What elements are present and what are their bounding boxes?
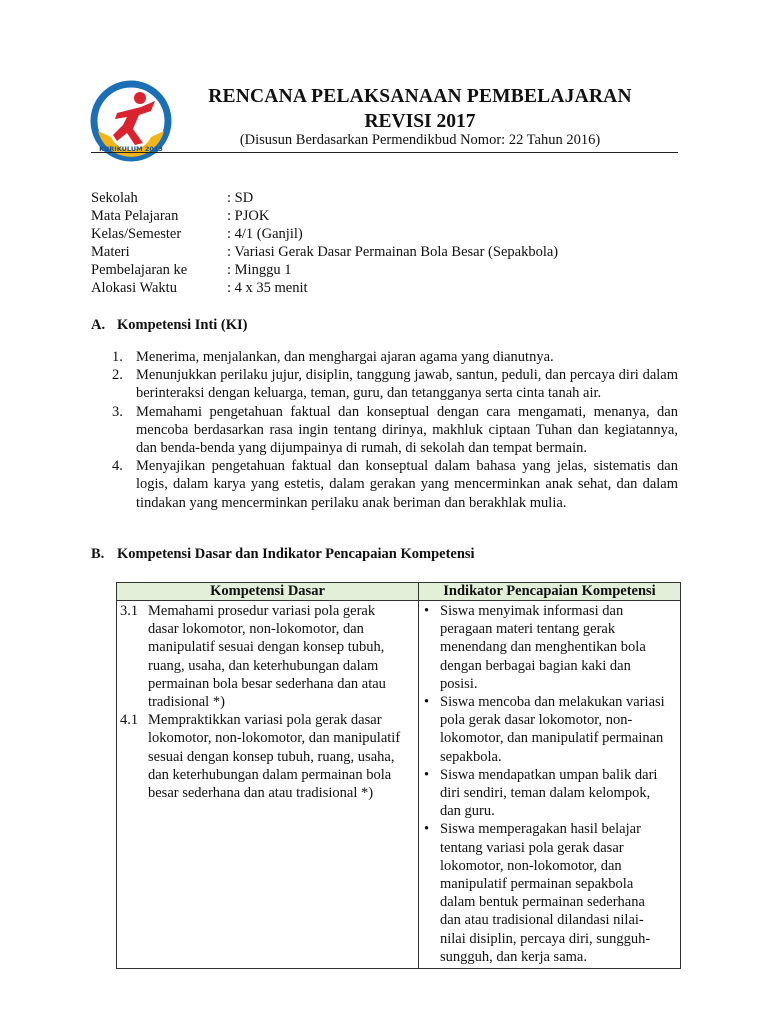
info-value: : Minggu 1 [227, 262, 292, 278]
item-text [136, 403, 678, 458]
info-value: : 4/1 (Ganjil) [227, 226, 303, 242]
document-revision: REVISI 2017 [364, 111, 476, 132]
text-line: Mempraktikkan variasi pola gerak dasar [148, 712, 382, 729]
kd-text [148, 711, 400, 802]
kd-number: 3.1 [120, 603, 139, 619]
text-line: peragaan materi tentang gerak [440, 621, 616, 638]
text-line: permainan bola besar sederhana dan atau [148, 675, 386, 692]
section-a-heading [91, 316, 248, 334]
item-text [136, 457, 678, 512]
item-text [136, 366, 678, 402]
kd-number: 4.1 [120, 712, 139, 729]
text-line: Menunjukkan perilaku jujur, disiplin, tanggung jawab, santun, peduli, dan percaya diri [136, 367, 639, 384]
text-line: logis, dalam karya yang estetis, dalam gerakan yang mencerminkan anak sehat, dan [136, 476, 638, 493]
text-line: sepakbola. [440, 748, 502, 765]
identity-info [91, 189, 558, 297]
indicator-item [422, 766, 678, 821]
info-label: Mata Pelajaran [91, 208, 179, 224]
document-title: RENCANA PELAKSANAAN PEMBELAJARAN [208, 86, 632, 107]
info-row-pembelajaran [91, 261, 558, 279]
text-line: kegiatannya, dan benda-benda yang dijumpainya di rumah, di sekolah dan tempat [136, 421, 678, 457]
text-line: dan guru. [440, 803, 495, 820]
list-item [112, 403, 678, 458]
kurikulum-2013-logo [89, 79, 173, 163]
indicator-text [440, 820, 650, 966]
text-line: mencoba berdasarkan rasa ingin tentang dirinya, makhluk ciptaan Tuhan dan [136, 421, 599, 438]
item-number: 2. [112, 367, 123, 384]
text-line: sesuai dengan konsep tubuh, ruang, usaha, [148, 748, 395, 765]
text-line: dasar lokomotor, non-lokomotor, dan [148, 621, 364, 638]
info-row-kelas-semester [91, 225, 558, 243]
info-row-mata-pelajaran [91, 207, 558, 225]
ipk-cell [419, 601, 681, 969]
info-row-alokasi-waktu [91, 279, 558, 297]
item-number: 4. [112, 458, 123, 475]
text-line: pola gerak dasar lokomotor, non- [440, 712, 633, 729]
column-header-ipk: Indikator Pencapaian Kompetensi [419, 583, 681, 601]
info-value: : Variasi Gerak Dasar Permainan Bola Besar (Sepakbola) [227, 244, 559, 260]
item-number: 1. [112, 349, 123, 365]
section-letter: B. [91, 546, 105, 562]
section-b-heading [91, 545, 475, 563]
column-header-kd: Kompetensi Dasar [117, 583, 419, 601]
text-line: dan atau tradisional dilandasi nilai- [440, 912, 644, 929]
text-line: Siswa mencoba dan melakukan variasi [440, 694, 665, 711]
table-header-row [117, 583, 681, 601]
text-line: posisi. [440, 675, 478, 692]
text-line: manipulatif permainan sepakbola [440, 876, 634, 893]
text-line: dan keterhubungan dalam permainan bola [148, 766, 392, 783]
indicator-item [422, 693, 678, 766]
indicator-text [440, 766, 657, 821]
info-value: : 4 x 35 menit [227, 280, 308, 296]
kd-item [120, 711, 416, 802]
text-line: lokomotor, dan manipulatif permainan [440, 730, 664, 747]
info-label: Materi [91, 244, 130, 260]
kd-cell [117, 601, 419, 969]
text-line: Memahami prosedur variasi pola gerak [148, 603, 376, 619]
text-line: tentang variasi pola gerak dasar [440, 839, 624, 856]
text-line: ruang, usaha, dan keterhubungan dalam [148, 657, 379, 674]
item-text [136, 348, 678, 366]
section-letter: A. [91, 317, 106, 333]
text-line: Siswa memperagakan hasil belajar [440, 821, 641, 838]
text-line: besar sederhana dan atau tradisional *) [148, 785, 374, 802]
section-title: Kompetensi Inti (KI) [117, 317, 248, 333]
indicator-item [422, 602, 678, 693]
kd-text [148, 602, 386, 711]
text-line: sungguh, dan kerja sama. [440, 948, 587, 965]
text-line: Menyajikan pengetahuan faktual dan konseptual dalam bahasa yang jelas, sistematis dan [136, 458, 678, 475]
text-line: bermain. [535, 440, 587, 457]
item-number: 3. [112, 403, 123, 420]
info-row-sekolah [91, 189, 558, 207]
text-line: tradisional *) [148, 694, 225, 711]
indicator-item [422, 820, 678, 966]
text-line: nilai disiplin, percaya diri, sungguh- [440, 930, 651, 947]
text-line: diri sendiri, teman dalam kelompok, [440, 785, 651, 802]
document-subtitle: (Disusun Berdasarkan Permendikbud Nomor: 22 Tahun 2016) [239, 132, 601, 148]
text-line: lokomotor, non-lokomotor, dan [440, 857, 622, 874]
text-line: lokomotor, non-lokomotor, dan manipulatif [148, 730, 401, 747]
info-row-materi [91, 243, 558, 261]
bullet-icon: • [424, 766, 430, 783]
text-line: dengan berbagai bagian kaki dan [440, 657, 631, 674]
kompetensi-inti-list [112, 348, 678, 512]
text-line: dalam tindakan yang mencerminkan perilaku anak beriman dan berakhlak mulia. [136, 476, 678, 511]
text-line: menendang dan menghentikan bola [440, 639, 646, 656]
text-line: Siswa menyimak informasi dan [440, 603, 624, 619]
text-line: dalam bentuk permainan sederhana [440, 894, 645, 911]
text-line: Menerima, menjalankan, dan menghargai ajaran agama yang dianutnya. [136, 349, 554, 365]
section-title: Kompetensi Dasar dan Indikator Pencapaian Kompetensi [117, 546, 475, 562]
text-line: Siswa mendapatkan umpan balik dari [440, 766, 658, 783]
info-label: Kelas/Semester [91, 226, 182, 242]
info-value: : PJOK [227, 208, 270, 224]
text-line: manipulatif sesuai dengan konsep tubuh, [148, 639, 385, 656]
info-label: Sekolah [91, 190, 138, 206]
list-item [112, 366, 678, 402]
indicator-text [440, 693, 665, 766]
bullet-icon: • [424, 603, 430, 619]
info-label: Alokasi Waktu [91, 280, 177, 296]
logo-text: KURIKULUM 2013 [99, 145, 163, 153]
kd-item [120, 602, 416, 711]
info-label: Pembelajaran ke [91, 262, 188, 278]
header-divider [91, 152, 678, 153]
bullet-icon: • [424, 821, 430, 838]
indicator-text [440, 602, 646, 693]
table-row [117, 601, 681, 969]
kompetensi-table [116, 582, 681, 969]
list-item [112, 348, 678, 366]
info-value: : SD [227, 190, 254, 206]
text-line: Memahami pengetahuan faktual dan konseptual dengan cara mengamati, menanya, dan [136, 403, 678, 420]
bullet-icon: • [424, 694, 430, 711]
list-item [112, 457, 678, 512]
text-line: dalam berinteraksi dengan keluarga, teman, guru, dan tetangganya serta cinta tanah air. [136, 367, 678, 402]
